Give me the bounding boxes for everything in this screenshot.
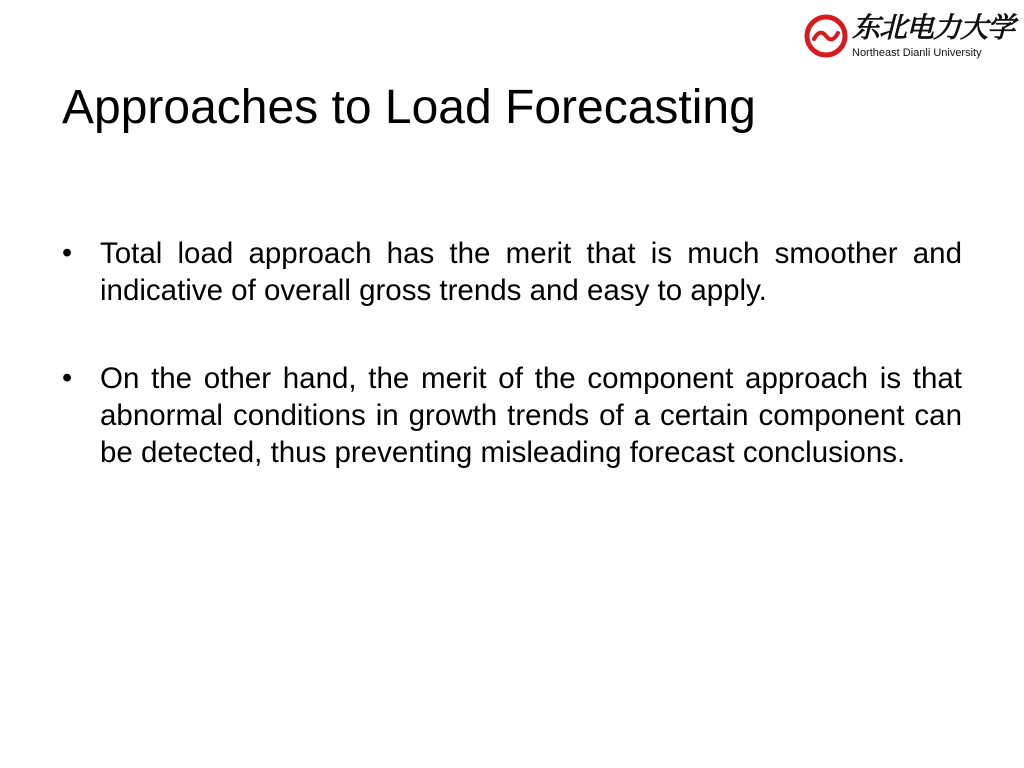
bullet-text: On the other hand, the merit of the component approach is that abnormal conditions in growth trends of a certain component can be detected, thus preventing misleading forecast conclusions. <box>100 362 962 469</box>
university-logo <box>804 11 1015 64</box>
bullet-marker: • <box>62 237 73 269</box>
slide-title: Approaches to Load Forecasting <box>62 81 756 134</box>
bullet-marker: • <box>62 362 73 394</box>
bullet-item <box>62 360 962 471</box>
bullet-item <box>62 235 962 309</box>
logo-english-name: Northeast Dianli University <box>852 47 982 59</box>
bullet-list <box>62 235 962 522</box>
university-emblem-icon <box>804 14 848 58</box>
bullet-text: Total load approach has the merit that is much smoother and indicative of overall gross trends and easy to apply. <box>100 237 962 307</box>
logo-chinese-name: 东北电力大学 <box>852 11 1015 44</box>
